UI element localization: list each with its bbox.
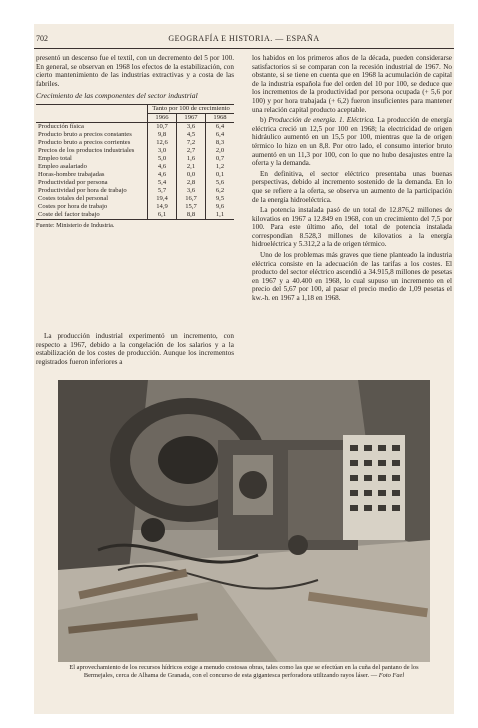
running-title: GEOGRAFÍA E HISTORIA. — ESPAÑA bbox=[168, 34, 320, 43]
row-value: 2,1 bbox=[177, 163, 206, 171]
row-value: 19,4 bbox=[148, 195, 177, 203]
row-label: Productividad por persona bbox=[38, 178, 108, 186]
row-value: 9,5 bbox=[206, 195, 235, 203]
row-value: 6,4 bbox=[206, 131, 235, 139]
row-label: Productividad por hora de trabajo bbox=[38, 186, 127, 194]
right-paragraph-1: los habidos en los primeros años de la década, pueden considerarse satisfactorios si se comparan con la recesión industrial de 1967. No obstante, si se tiene en cuenta que en 1968 la acumulación de capital de la industria española fue del orden del 10 por 100, se deduce que los incrementos de la productividad por persona ocupada (+ 5,6 por 100) y por hora trabajada (+ 6,2) fueron insuficientes para mantener una relación capital producto aceptable. bbox=[252, 54, 452, 114]
left-column bbox=[36, 54, 234, 231]
row-label: Producción física bbox=[38, 122, 84, 130]
energy-section-text: La producción de energía eléctrica creció un 12,5 por 100 en 1968; la electricidad de origen hidráulico aumentó en un 15,5 por 100, mientras que la de origen térmico lo hizo en un 8,8. Por otro lado, el consumo interior bruto aumentó en un 11,3 por 100, con lo que no hubo desajustes entre la oferta y la demanda. bbox=[252, 116, 452, 168]
left-intro-paragraph: presentó un descenso fue el textil, con un decremento del 5 por 100. En general, se observan en 1968 los efectos de la estabilización, con cierto mantenimiento de las industrias extractivas y a costa de las fabriles. bbox=[36, 54, 234, 88]
row-value: 1,6 bbox=[177, 155, 206, 163]
row-value: 2,0 bbox=[206, 147, 235, 155]
row-value: 10,7 bbox=[148, 122, 177, 131]
page bbox=[34, 24, 454, 714]
caption-text: El aprovechamiento de los recursos hídricos exige a menudo costosas obras, tales como las que se efectúan en la cuña del pantano de los Bermejales, cerca de Alhama de Granada, con el concurso de esta gigantesca perforadora utilizando rayos láser. bbox=[69, 664, 419, 679]
row-value: 2,8 bbox=[177, 179, 206, 187]
right-paragraph-3: En definitiva, el sector eléctrico presentaba unas buenas perspectivas, debido al incremento sostenido de la demanda. En lo que se refiere a la oferta, se observa un aumento de la participación de la energía hidroeléctrica. bbox=[252, 169, 452, 204]
row-value: 5,7 bbox=[148, 187, 177, 195]
table-title: Crecimiento de las componentes del sector industrial bbox=[36, 91, 198, 101]
table-year-header: 1967 bbox=[177, 113, 206, 122]
row-value: 5,6 bbox=[206, 179, 235, 187]
row-value: 8,3 bbox=[206, 139, 235, 147]
table-year-header: 1968 bbox=[206, 113, 235, 122]
table-row bbox=[36, 147, 234, 155]
row-value: 4,6 bbox=[148, 163, 177, 171]
table-row bbox=[36, 122, 234, 131]
row-label: Empleo total bbox=[38, 154, 72, 162]
row-value: 1,1 bbox=[206, 211, 235, 220]
left-bottom-column bbox=[36, 332, 234, 366]
row-label: Producto bruto a precios constantes bbox=[38, 130, 132, 138]
row-label: Precios de los productos industriales bbox=[38, 146, 135, 154]
right-paragraph-5: Uno de los problemas más graves que tiene planteado la industria eléctrica consiste en la adecuación de las tarifas a los costes. El producto del sector eléctrico ascendió a 34.915,8 millones de pesetas en 1967 y a 40.400 en 1968, lo cual supuso un incremento en el precio del 5,67 por 100, al pasar el precio medio de 1,09 pesetas el kw.-h. en 1967 a 1,18 en 1968. bbox=[252, 251, 452, 303]
growth-table bbox=[36, 104, 234, 220]
table-row bbox=[36, 155, 234, 163]
row-value: 6,2 bbox=[206, 187, 235, 195]
row-value: 5,4 bbox=[148, 179, 177, 187]
row-label: Horas-hombre trabajadas bbox=[38, 170, 105, 178]
row-value: 0,7 bbox=[206, 155, 235, 163]
row-value: 0,1 bbox=[206, 171, 235, 179]
row-value: 6,1 bbox=[148, 211, 177, 220]
table-row bbox=[36, 131, 234, 139]
right-paragraph-2 bbox=[252, 116, 452, 168]
table-group-header: Tanto por 100 de crecimiento bbox=[148, 104, 235, 113]
table-row bbox=[36, 211, 234, 220]
table-row bbox=[36, 163, 234, 171]
row-label: Empleo asalariado bbox=[38, 162, 87, 170]
row-value: 8,8 bbox=[177, 211, 206, 220]
row-value: 6,4 bbox=[206, 122, 235, 131]
left-bottom-paragraph: La producción industrial experimentó un incremento, con respecto a 1967, debido a la congelación de los salarios y a la estabilización de los costes de producción. Aunque los incrementos registrados fueron inferiores a bbox=[36, 332, 234, 366]
photo-credit: Foto Fael bbox=[378, 671, 405, 679]
row-value: 12,6 bbox=[148, 139, 177, 147]
row-value: 14,9 bbox=[148, 203, 177, 211]
table-year-header: 1966 bbox=[148, 113, 177, 122]
drilling-machine-photo bbox=[58, 380, 430, 662]
row-value: 3,6 bbox=[177, 187, 206, 195]
row-value: 1,2 bbox=[206, 163, 235, 171]
row-label: Costes totales del personal bbox=[38, 194, 109, 202]
header-rule bbox=[34, 48, 454, 49]
row-value: 3,0 bbox=[148, 147, 177, 155]
row-value: 7,2 bbox=[177, 139, 206, 147]
row-value: 4,5 bbox=[177, 131, 206, 139]
row-value: 2,7 bbox=[177, 147, 206, 155]
row-value: 9,6 bbox=[206, 203, 235, 211]
table-row bbox=[36, 139, 234, 147]
row-label: Producto bruto a precios corrientes bbox=[38, 138, 131, 146]
photo-illustration bbox=[58, 380, 430, 662]
row-value: 16,7 bbox=[177, 195, 206, 203]
row-value: 3,6 bbox=[177, 122, 206, 131]
energy-section-lead: b) bbox=[260, 116, 269, 125]
row-label: Coste del factor trabajo bbox=[36, 211, 148, 220]
row-value: 5,0 bbox=[148, 155, 177, 163]
row-value: 0,0 bbox=[177, 171, 206, 179]
row-value: 15,7 bbox=[177, 203, 206, 211]
energy-section-heading: Producción de energía. 1. Eléctrica. bbox=[268, 116, 375, 125]
table-row bbox=[36, 179, 234, 187]
running-header bbox=[34, 34, 454, 46]
right-column bbox=[252, 54, 452, 305]
row-label: Costes por hora de trabajo bbox=[38, 202, 108, 210]
row-value: 9,8 bbox=[148, 131, 177, 139]
table-row bbox=[36, 171, 234, 179]
table-row bbox=[36, 195, 234, 203]
photo-caption: El aprovechamiento de los recursos hídricos exige a menudo costosas obras, tales como las que se efectúan en la cuña del pantano de los Bermejales, cerca de Alhama de Granada, con el concurso de esta gigantesca perforadora utilizando rayos láser. — Foto Fael bbox=[69, 664, 419, 679]
page-number: 702 bbox=[36, 34, 48, 43]
row-value: 4,6 bbox=[148, 171, 177, 179]
table-row bbox=[36, 187, 234, 195]
right-paragraph-4: La potencia instalada pasó de un total de 12.876,2 millones de kilovatios en 1967 a 12.849 en 1968, con un crecimiento del 7,5 por 100. Para este último año, del total de potencia instalada correspondían 8.528,3 millones de kilovatios a la energía hidroeléctrica y 5.312,2 a la de origen térmico. bbox=[252, 206, 452, 249]
table-row bbox=[36, 203, 234, 211]
table-source: Fuente: Ministerio de Industria. bbox=[36, 221, 115, 229]
